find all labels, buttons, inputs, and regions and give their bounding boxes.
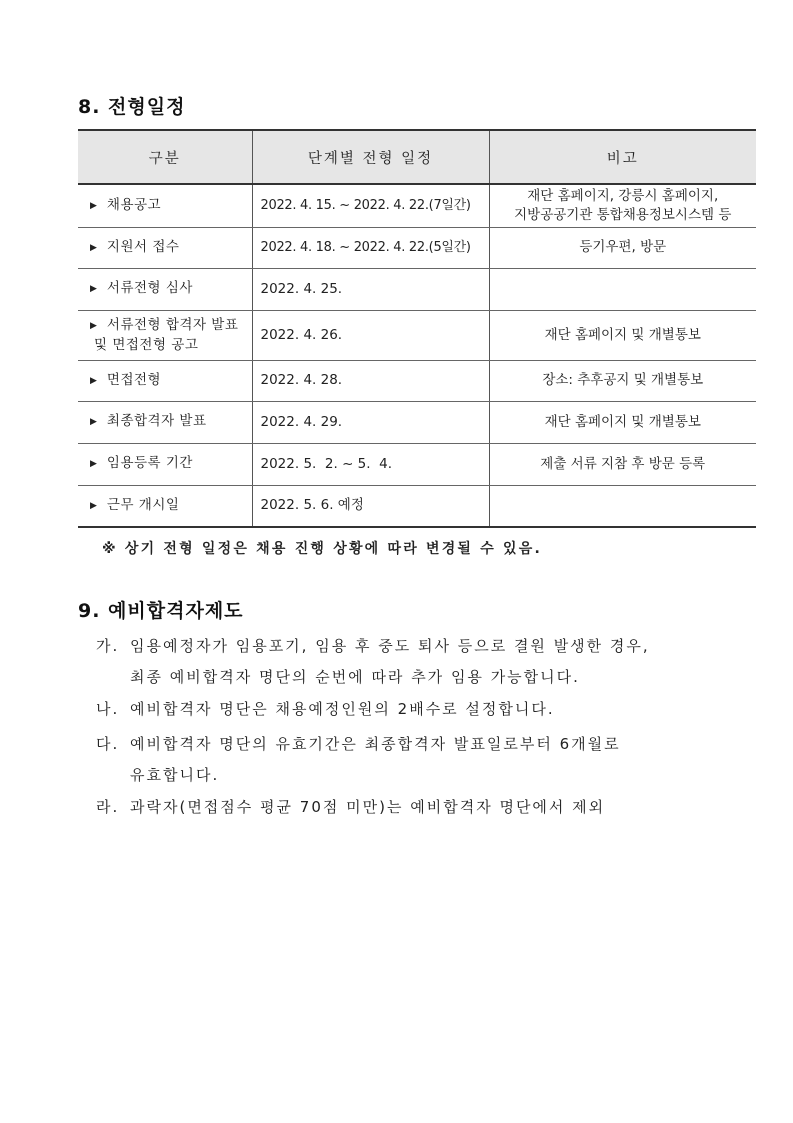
table-row (78, 268, 756, 310)
stage-cell (78, 310, 252, 360)
header-remarks: 비고 (489, 130, 756, 184)
stage-cell (78, 227, 252, 268)
stage-name: 지원서 접수 (106, 238, 180, 255)
date-cell: 2022. 4. 18. ~ 2022. 4. 22.(5일간) (252, 227, 489, 268)
remarks-cell: 등기우편, 방문 (489, 227, 756, 268)
triangle-bullet-icon: ▶ (90, 284, 97, 294)
table-header-row (78, 130, 756, 184)
remarks-cell (489, 485, 756, 527)
list-marker: 다. (96, 735, 120, 753)
stage-name: 채용공고 (106, 196, 162, 213)
triangle-bullet-icon: ▶ (90, 375, 97, 386)
list-item (96, 792, 605, 823)
stage-cell (78, 184, 252, 227)
list-item (96, 694, 555, 725)
list-marker: 가. (96, 637, 120, 655)
list-item-text-cont: 유효합니다. (130, 766, 220, 784)
triangle-bullet-icon: ▶ (90, 417, 97, 427)
list-item-text: 임용예정자가 임용포기, 임용 후 중도 퇴사 등으로 결원 발생한 경우, (130, 637, 650, 655)
header-category: 구분 (78, 130, 252, 184)
date-cell: 2022. 4. 28. (252, 360, 489, 401)
remarks-cell: 재단 홈페이지 및 개별통보 (489, 401, 756, 443)
remarks-line: 지방공공기관 통합채용정보시스템 등 (514, 206, 732, 223)
list-item-text: 예비합격자 명단은 채용예정인원의 2배수로 설정합니다. (130, 700, 555, 718)
list-marker: 라. (96, 798, 120, 816)
list-item (96, 729, 621, 791)
stage-cell (78, 485, 252, 527)
table-row (78, 443, 756, 485)
stage-name: 임용등록 기간 (106, 455, 193, 471)
triangle-bullet-icon: ▶ (90, 500, 97, 511)
stage-name: 면접전형 (106, 371, 162, 388)
stage-name: 최종합격자 발표 (106, 413, 207, 429)
date-cell: 2022. 4. 29. (252, 401, 489, 443)
stage-cell (78, 360, 252, 401)
date-cell: 2022. 4. 26. (252, 310, 489, 360)
stage-cell (78, 401, 252, 443)
remarks-cell (489, 268, 756, 310)
table-row (78, 227, 756, 268)
stage-name: 서류전형 합격자 발표 (106, 316, 239, 333)
list-item-text-cont: 최종 예비합격자 명단의 순번에 따라 추가 임용 가능합니다. (130, 668, 580, 686)
list-item (96, 631, 650, 693)
table-row (78, 310, 756, 360)
list-item-text: 예비합격자 명단의 유효기간은 최종합격자 발표일로부터 6개월로 (130, 735, 621, 753)
schedule-table (78, 129, 756, 528)
stage-name: 서류전형 심사 (106, 280, 193, 296)
stage-cell (78, 268, 252, 310)
remarks-line: 재단 홈페이지, 강릉시 홈페이지, (527, 187, 719, 204)
header-schedule: 단계별 전형 일정 (252, 130, 489, 184)
list-marker: 나. (96, 700, 120, 718)
triangle-bullet-icon: ▶ (90, 459, 97, 469)
triangle-bullet-icon: ▶ (90, 242, 97, 253)
remarks-cell: 제출 서류 지참 후 방문 등록 (489, 443, 756, 485)
date-cell: 2022. 5. 2. ~ 5. 4. (252, 443, 489, 485)
date-cell: 2022. 5. 6. 예정 (252, 485, 489, 527)
stage-cell (78, 443, 252, 485)
section-9-title: 9. 예비합격자제도 (78, 600, 244, 622)
stage-name-line2: 및 면접전형 공고 (94, 336, 199, 353)
date-cell: 2022. 4. 25. (252, 268, 489, 310)
remarks-cell: 장소: 추후공지 및 개별통보 (489, 360, 756, 401)
section-8-title: 8. 전형일정 (78, 96, 186, 118)
list-item-text: 과락자(면접점수 평균 70점 미만)는 예비합격자 명단에서 제외 (130, 798, 606, 816)
stage-name: 근무 개시일 (106, 496, 180, 513)
remarks-cell: 재단 홈페이지 및 개별통보 (489, 310, 756, 360)
table-row (78, 360, 756, 401)
triangle-bullet-icon: ▶ (90, 320, 97, 331)
table-row (78, 401, 756, 443)
date-cell: 2022. 4. 15. ~ 2022. 4. 22.(7일간) (252, 184, 489, 227)
triangle-bullet-icon: ▶ (90, 200, 97, 211)
schedule-footnote: ※ 상기 전형 일정은 채용 진행 상황에 따라 변경될 수 있음. (102, 541, 542, 557)
table-row (78, 184, 756, 227)
table-row (78, 485, 756, 527)
remarks-cell (489, 184, 756, 227)
